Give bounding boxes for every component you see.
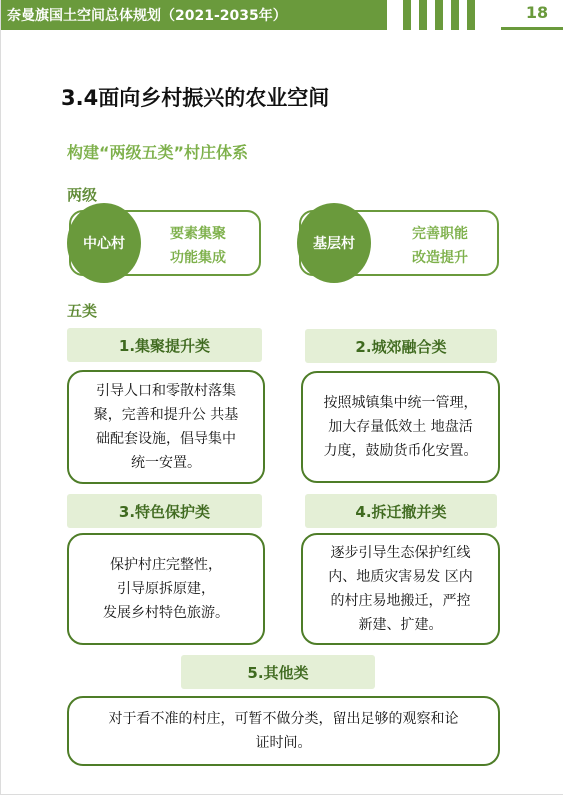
type-description-line: 证时间。 (255, 735, 312, 751)
section-title: 3.4面向乡村振兴的农业空间 (61, 86, 330, 110)
type-description-line: 加大存量低效土 地盘活 (328, 419, 473, 435)
type-description-line: 的村庄易地搬迁，严控 (330, 593, 471, 609)
type-description-line: 发展乡村特色旅游。 (103, 605, 229, 621)
type-description-line: 聚，完善和提升公 共基 (93, 407, 239, 423)
type-description-line: 引导人口和零散村落集 (95, 383, 236, 399)
type-title: 4.拆迁撤并类 (305, 494, 497, 528)
header-stripe (451, 0, 459, 30)
two-levels-label: 两级 (67, 186, 98, 204)
type-description-line: 新建、扩建。 (358, 617, 443, 633)
type-description-line: 保护村庄完整性， (110, 557, 222, 573)
type-description-line: 逐步引导生态保护红线 (330, 545, 471, 561)
level-badge: 中心村 (67, 203, 141, 283)
level-description-line: 完善职能 (412, 226, 468, 242)
level-card-center-village (69, 210, 261, 276)
level-description (395, 222, 485, 270)
level-card-grassroots-village (299, 210, 499, 276)
type-title: 1.集聚提升类 (67, 328, 262, 362)
type-description-box (67, 696, 500, 766)
header-stripe (403, 0, 411, 30)
type-description-line: 力度，鼓励货币化安置。 (323, 443, 478, 459)
type-description-line: 按照城镇集中统一管理， (323, 395, 478, 411)
type-description-box (67, 370, 265, 484)
level-description-line: 要素集聚 (170, 226, 226, 242)
document-title: 奈曼旗国土空间总体规划（2021-2035年） (7, 8, 287, 24)
type-description-line: 引导原拆原建， (117, 581, 215, 597)
type-description-line: 统一安置。 (130, 455, 201, 471)
type-description-line: 对于看不准的村庄，可暂不做分类，留出足够的观察和论 (108, 711, 459, 727)
header-bar (1, 0, 387, 30)
level-description-line: 功能集成 (170, 250, 226, 266)
type-description-box (301, 533, 500, 645)
type-description-box (67, 533, 265, 645)
section-subtitle: 构建“两级五类”村庄体系 (67, 143, 249, 162)
header-stripe (467, 0, 475, 30)
page-number: 18 (525, 3, 549, 22)
level-description (153, 222, 243, 270)
level-description-line: 改造提升 (412, 250, 468, 266)
type-title: 5.其他类 (181, 655, 375, 689)
header-stripe (435, 0, 443, 30)
level-badge: 基层村 (297, 203, 371, 283)
type-description-line: 内、地质灾害易发 区内 (328, 569, 473, 585)
type-title: 2.城郊融合类 (305, 329, 497, 363)
type-description-box (301, 371, 500, 483)
header-stripe (419, 0, 427, 30)
type-title: 3.特色保护类 (67, 494, 262, 528)
page-number-underline (501, 27, 563, 30)
five-types-label: 五类 (67, 302, 98, 320)
type-description-line: 础配套设施，倡导集中 (95, 431, 236, 447)
